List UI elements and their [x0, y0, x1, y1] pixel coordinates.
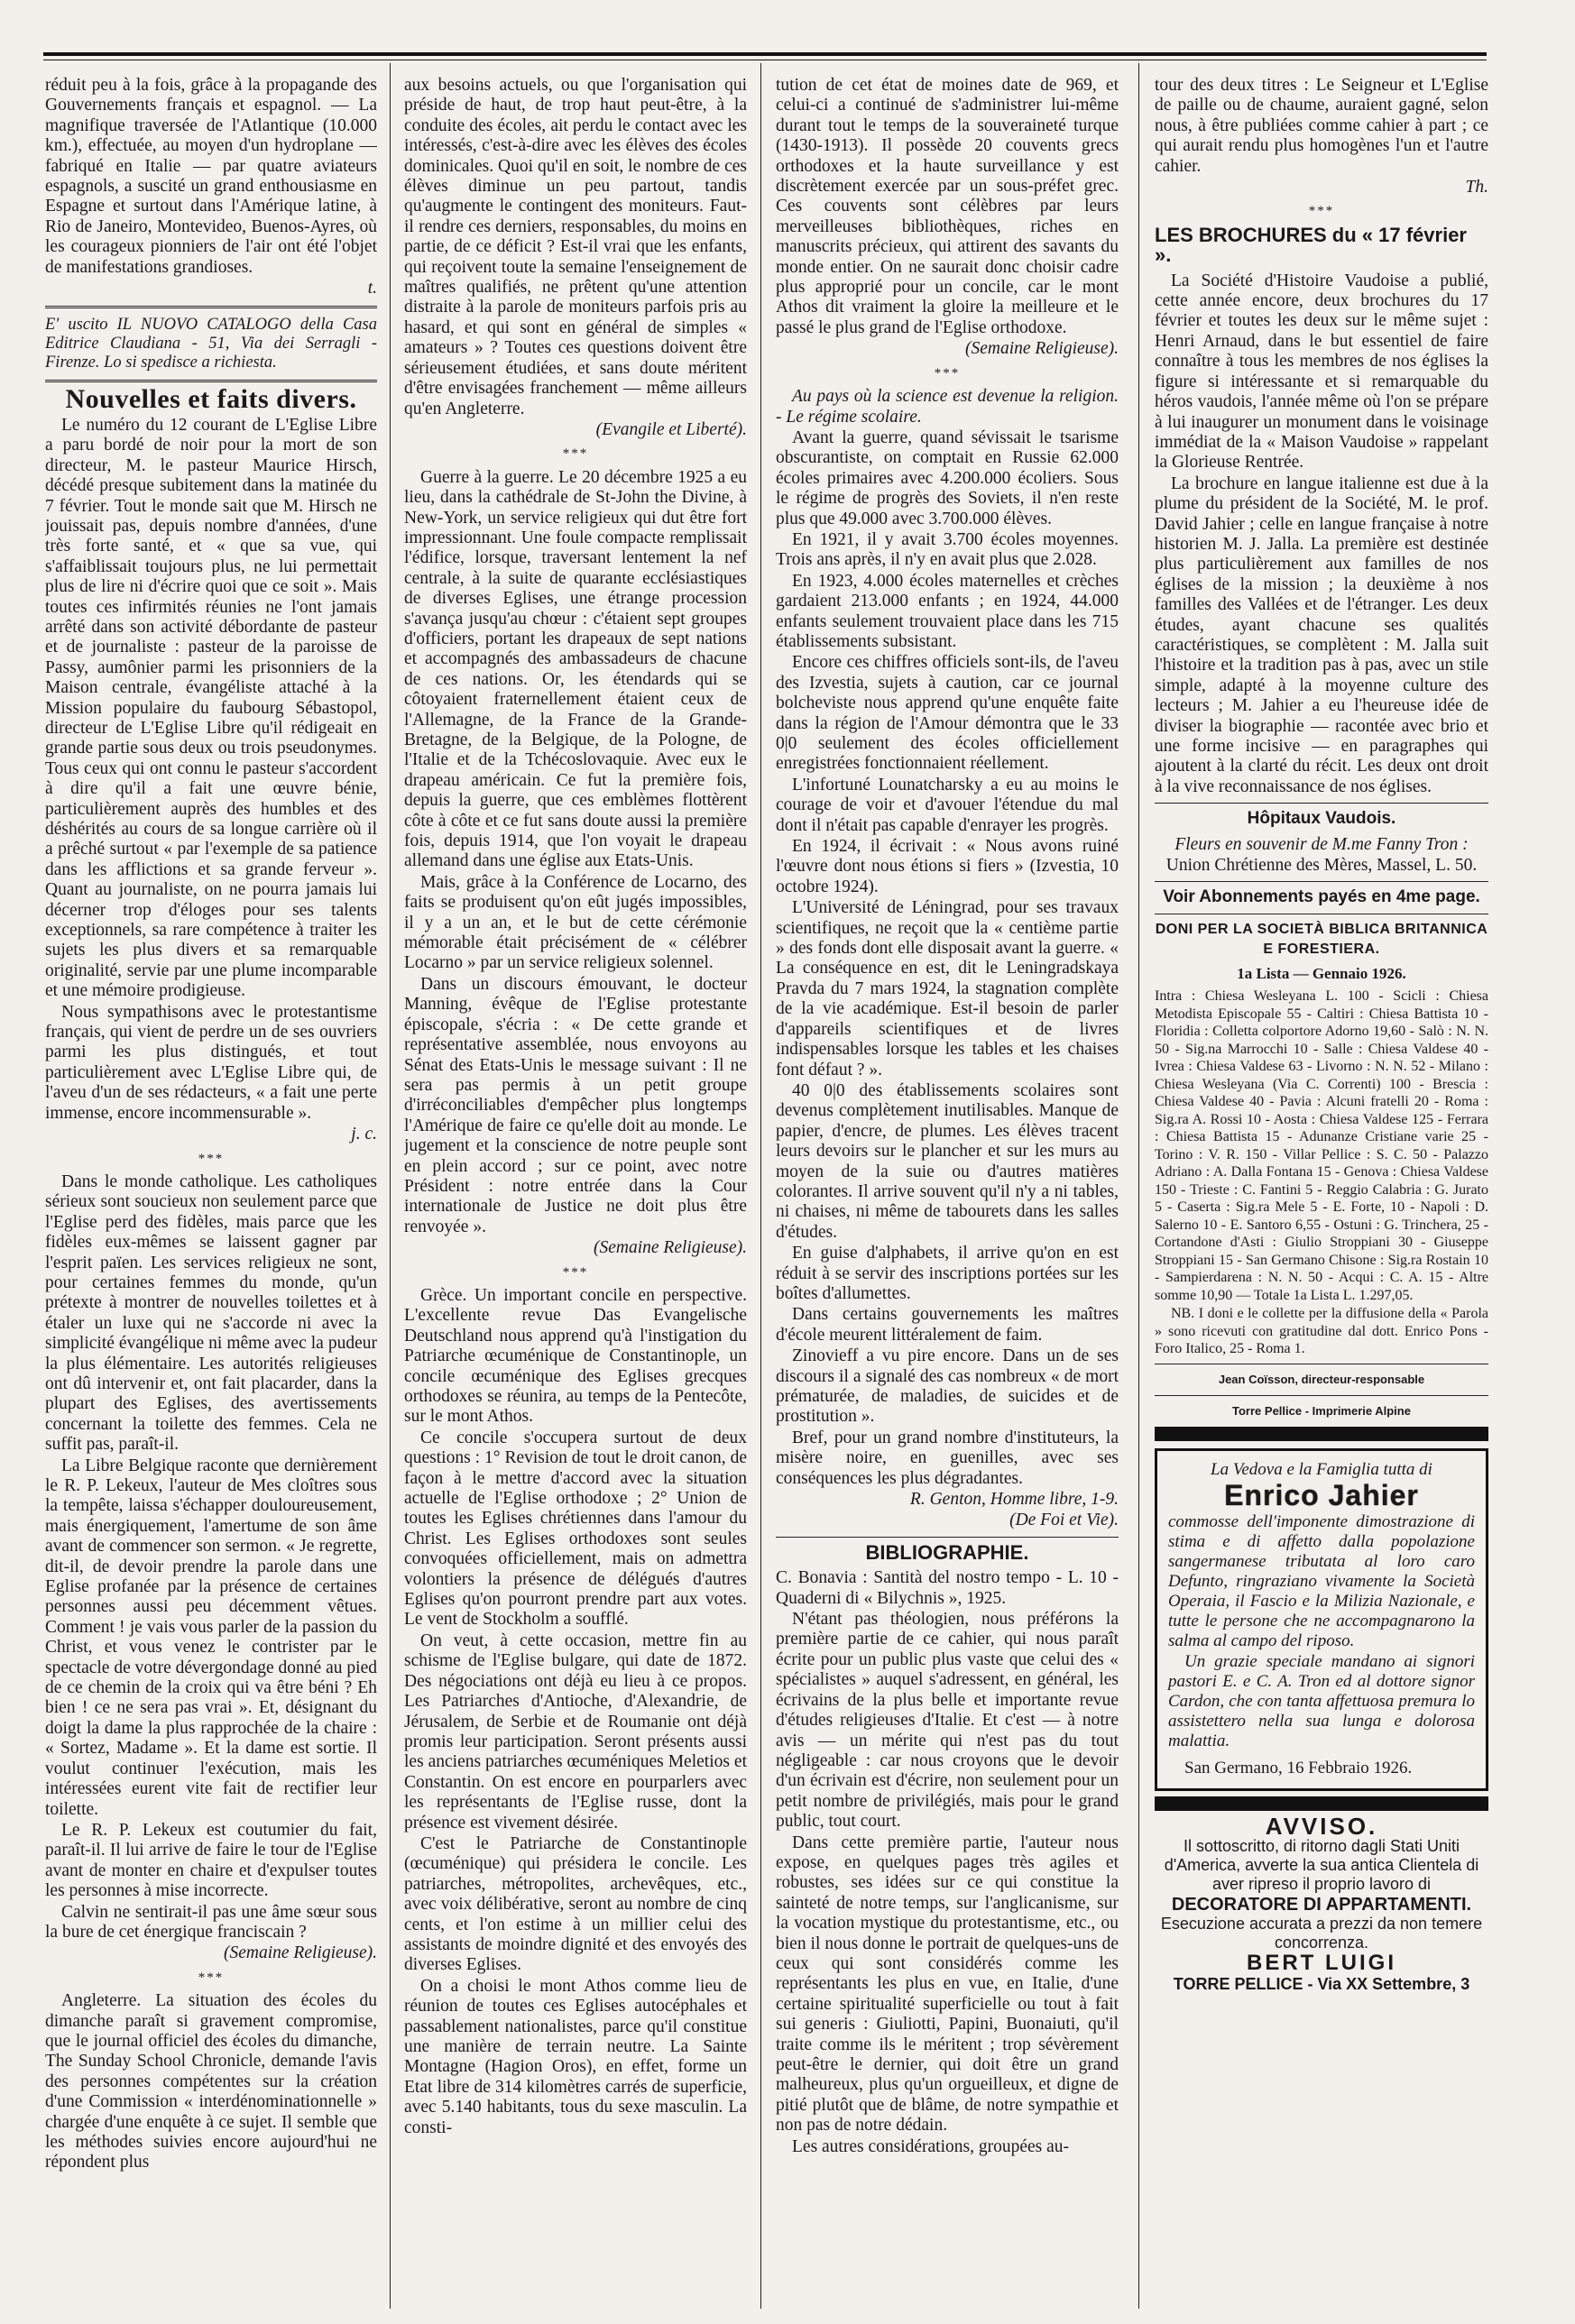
article-paragraph: Dans cette première partie, l'auteur nous expose, en quelques pages très agiles et robustes, ses idées sur ce qui constitue la sainteté de notre temps, sur l'anglicanisme, sur la vocation mystique du protestantisme, etc., ou bien il nous donne le portrait de quelques-uns de ceux qui sont considérés comme les représentants les plus en vue, en Italie, d'une certaine spiritualité superficielle ou tout à fait sui generis : Giuliotti, Papini, Buonaiuti, qu'il traite comme ils le méritent ; trop sévèrement peut-être le dernier, qui doit être un grand malheureux, plus qu'un orgueilleux, et digne de pitié plutôt que de blâme, de notre sympathie et non pas de notre dédain.	[776, 1833, 1119, 2136]
source-citation: (De Foi et Vie).	[1009, 1511, 1119, 1530]
article-paragraph: Nous sympathisons avec le protestantisme français, qui vient de perdre un de ses ouvriers parmi les plus distingués, et tout particulièrement avec L'Eglise Libre qui, de l'aveu d'un de ses rédacteurs, « a fait une perte immense, encore incommensurable ».	[45, 1002, 377, 1123]
divider	[1155, 881, 1488, 882]
column-rule	[760, 63, 761, 2309]
article-paragraph: Mais, grâce à la Conférence de Locarno, des faits se produisent qu'on eût jugés impossibles, il y a un an, et le but de cette cérémonie mémorable était précisément de « célébrer Locarno » par un service religieux solennel.	[404, 872, 747, 973]
funeral-text: Un grazie speciale mandano ai signori pastori E. e C. A. Tron ed al dottore signor Cardon, che con tanta affettuosa premura lo assistettero nella sua lunga e dolorosa malattia.	[1168, 1652, 1475, 1751]
column-rule	[390, 63, 391, 2309]
source-citation: (Evangile et Liberté).	[595, 419, 747, 439]
section-heading: LES BROCHURES du « 17 février ».	[1155, 223, 1467, 267]
article-paragraph: Angleterre. La situation des écoles du dimanche paraît si gravement compromise, que le journal officiel des écoles du dimanche, The Sunday School Chronicle, demande l'avis des personnes compétentes sur la création d'une Commission « interdénominationnelle » chargée d'une enquête à ce sujet. Il semble que les méthodes suivies encore aujourd'hui ne répondent plus	[45, 1991, 377, 2172]
donations-note: NB. I doni e le collette per la diffusione della « Parola » sono ricevuti con gratitudine dal dott. Enrico Pons - Foro Italico, 25 - Roma 1.	[1155, 1306, 1488, 1357]
catalog-notice: E' uscito IL NUOVO CATALOGO della Casa Editrice Claudiana - 51, Via dei Serragli - Firenze. Lo si spedisce a richiesta.	[45, 316, 377, 372]
divider	[776, 1537, 1119, 1538]
article-paragraph: Avant la guerre, quand sévissait le tsarisme obscurantiste, on comptait en Russie 62.000 écoles primaires avec 4.200.000 écoliers. Sous le régime de progrès des Soviets, il n'en reste plus que 49.000 avec 3.700.000 élèves.	[776, 427, 1119, 528]
divider	[45, 306, 377, 308]
source-citation: R. Genton, Homme libre, 1-9.	[909, 1490, 1119, 1510]
funeral-text: commosse dell'imponente dimostrazione di stima e di affetto dalla popolazione sangermanese tributata al loro caro Defunto, ringraziano vivamente la Società Operaia, il Fascio e la Milizia Nazionale, e tutte le persone che ne accompagnarono la salma al campo del riposo.	[1168, 1512, 1475, 1651]
article-paragraph: L'Université de Léningrad, pour ses travaux scientifiques, ne reçoit que la « centième partie » des fonds dont elle disposait avant la guerre. « La conséquence en est, dit le Leningradskaya Pravda du 7 mars 1924, la stagnation complète de la vie académique. Est-il besoin de parler d'appareils scientifiques et de livres indispensables lorsque les tables et les chaises font défaut ? ».	[776, 898, 1119, 1079]
separator-stars: ***	[1308, 204, 1335, 219]
source-citation: (Semaine Religieuse).	[964, 339, 1119, 359]
black-band	[1155, 1796, 1488, 1811]
article-paragraph: Guerre à la guerre. Le 20 décembre 1925 a eu lieu, dans la cathédrale de St-John the Divine, à New-York, un service religieux qui dut être fort impressionnant. Une foule compacte remplissait l'édifice, lorsque, traversant lentement la nef centrale, à la suite de quarante ecclésiastiques de diverses Eglises, une étrange procession s'avança jusqu'au chœur : c'étaient sept groupes d'officiers, portant les drapeaux de sept nations et accompagnés des ambassadeurs de chacune de ces nations. Or, les étendards qui se côtoyaient fraternellement étaient ceux de l'Allemagne, de la France de la Grande-Bretagne, de la Belgique, de la Pologne, de l'Italie et de la Tchécoslovaquie. Avec eux le drapeau américain. Ce fut la première fois, depuis la guerre, que ces emblèmes flottèrent côte à côte et ce fut sans doute aussi la première fois, depuis 1914, que l'on voyait le drapeau allemand dans une église aux Etats-Unis.	[404, 467, 747, 871]
separator-stars: ***	[198, 1151, 225, 1166]
advertisement	[1155, 1813, 1488, 1994]
advertiser-address: TORRE PELLICE - Via XX Settembre, 3	[1173, 1974, 1470, 1993]
donations-list: Intra : Chiesa Wesleyana L. 100 - Scicli : Chiesa Metodista Episcopale 55 - Caltiri : Chiesa Battista 10 - Floridia : Colletta colportore Adorno 19,60 - Salò : N. N. 50 - Sig.na Marrocchi 10 - Salle : Chiesa Valdese 40 - Ivrea : Chiesa Valdese 63 - Livorno : N. N. 52 - Milano : Chiesa Wesleyana (Via C. Correnti) 100 - Brescia : Chiesa Valdese 40 - Pavia : Alcuni fratelli 20 - Roma : Sig.ra A. Rossi 10 - Aosta : Chiesa Valdese 125 - Ferrara : Chiesa Battista 15 - Adunanze Cristiane varie 25 - Torino : V. R. 150 - Villar Pellice : S. C. 50 - Palazzo Adriano : A. Dalla Fontana 15 - Genova : Chiesa Valdese 150 - Trieste : C. Fantini 5 - Reggio Calabria : G. Jurato 5 - Caserta : Sig.ra Mele 5 - E. Forte, 10 - Napoli : D. Salerno 10 - E. Santoro 6,55 - Ostuni : G. Trinchera, 25 - Cortandone d'Asti : Giulio Stroppiani 30 - Giuseppe Stroppiani 15 - San Germano Chisone : Sig.ra Rostain 10 - Sampierdarena : N. N. 50 - Acqui : C. A. 15 - Altre somme 10,90 — Totale 1a Lista L. 1.297,05.	[1155, 988, 1488, 1303]
article-paragraph: Dans un discours émouvant, le docteur Manning, évêque de l'Eglise protestante épiscopale, s'écria : « De cette grande et représentative assemblée, nous envoyons au Sénat des Etats-Unis le message suivant : Il ne sera pas permis à un petit groupe d'irréconciliables d'empêcher plus longtemps l'Amérique de faire ce qu'elle doit au monde. Le jugement et la conscience de notre peuple sont en plein accord ; sur ce point, avec notre Président : notre entrée dans la Cour internationale de Justice ne doit plus être renvoyée ».	[404, 974, 747, 1236]
article-paragraph: Zinovieff a vu pire encore. Dans un de ses discours il a signalé des cas nombreux « de mort prématurée, de maladies, de suicides et de prostitution ».	[776, 1346, 1119, 1427]
column-2	[404, 76, 747, 2303]
article-paragraph: C'est le Patriarche de Constantinople (œcuménique) qui présidera le concile. Les patriarches, métropolites, archevêques, etc., avec voix délibérative, seront au nombre de cinq cents, et l'on estime à un millier celui des assistants de moindre dignité et des envoyés des diverses Eglises.	[404, 1833, 747, 1975]
column-rule	[1138, 63, 1139, 2309]
header-rule-thick	[43, 52, 1487, 56]
advertisement-text: Il sottoscritto, di ritorno dagli Stati Uniti d'America, avverte la sua antica Clientela di aver ripreso il proprio lavoro di	[1164, 1836, 1479, 1893]
signature: Th.	[1465, 178, 1488, 197]
subscriptions-notice: Voir Abonnements payés en 4me page.	[1163, 887, 1480, 907]
hospital-note: Union Chrétienne des Mères, Massel, L. 50.	[1165, 856, 1478, 876]
separator-stars: ***	[562, 446, 589, 462]
article-paragraph: Le R. P. Lekeux est coutumier du fait, paraît-il. Il lui arrive de faire le tour de l'Eglise avant de monter en chaire et d'expulser toutes les personnes à mise incorrecte.	[45, 1820, 377, 1901]
article-paragraph: En guise d'alphabets, il arrive qu'on en est réduit à se servir des inscriptions portées sur les boîtes d'allumettes.	[776, 1244, 1119, 1303]
column-3	[776, 76, 1119, 2303]
article-paragraph: Dans certains gouvernements les maîtres d'école meurent littéralement de faim.	[776, 1305, 1119, 1345]
hospital-note: Fleurs en souvenir de M.me Fanny Tron :	[1174, 834, 1469, 854]
funeral-intro: La Vedova e la Famiglia tutta di	[1211, 1460, 1432, 1480]
article-paragraph: En 1921, il y avait 3.700 écoles moyennes. Trois ans après, il n'y en avait plus que 2.028.	[776, 529, 1119, 570]
article-paragraph: 40 0|0 des établissements scolaires sont devenus complètement inutilisables. Manque de papier, d'encre, de plumes. Les élèves tracent leurs devoirs sur le plancher et sur les murs au moyen de la suie ou d'autres matières colorantes. Il arrive souvent qu'il n'y a ni tables, ni chaises, ni même de tabourets dans les salles d'études.	[776, 1080, 1119, 1242]
article-paragraph: La Société d'Histoire Vaudoise a publié, cette année encore, deux brochures du 17 février et toutes les deux sur le même sujet : Henri Arnaud, dans le but essentiel de faire connaître à tous les membres de nos églises la figure si intéressante et si remarquable du héros vaudois, l'année même où l'on se prépare à lui inaugurer un monument dans le voisinage immédiat de la « Maison Vaudoise » rappelant la Glorieuse Rentrée.	[1155, 271, 1488, 473]
article-paragraph: Encore ces chiffres officiels sont-ils, de l'aveu des Izvestia, sujets à caution, car ce journal bolcheviste nous apprend qu'une enquête faite dans la région de l'Amour démontra que le 33 0|0 seulement des écoles officiellement enregistrées fonctionnaient réellement.	[776, 653, 1119, 774]
article-paragraph: Calvin ne sentirait-il pas une âme sœur sous la bure de cet énergique franciscain ?	[45, 1902, 377, 1942]
article-paragraph: La brochure en langue italienne est due à la plume du président de la Société, M. le prof. David Jahier ; celle en langue française à notre historien M. J. Jalla. La première est destinée plus particulièrement aux familles de nos églises de la mission ; la deuxième à nos familles des Vallées et de l'étranger. Les deux études, ayant chacune ses qualités caractéristiques, se complètent : M. Jalla suit l'histoire et la tradition pas à pas, avec un stile simple, adapté à la moyenne culture des lecteurs ; M. Jahier a eu l'heureuse idée de diviser la biographie — racontée avec brio et une forme incisive — en paragraphes qui ajoutent à la clarté du récit. Les deux ont droit à la vive reconnaissance de nos églises.	[1155, 473, 1488, 796]
column-1	[45, 76, 377, 2303]
black-band	[1155, 1427, 1488, 1441]
column-4	[1155, 76, 1488, 2303]
article-paragraph: réduit peu à la fois, grâce à la propagande des Gouvernements français et espagnol. — La magnifique traversée de l'Atlantique (10.000 km.), effectuée, au moyen d'un hydroplane — fabriqué en Italie — par quatre aviateurs espagnols, a suscité un grand enthousiasme en Espagne et surtout dans l'Amérique latine, à Rio de Janeiro, Montevideo, Buenos-Ayres, où les courageux pionniers de l'air ont été l'objet de manifestations grandioses.	[45, 76, 377, 277]
divider	[45, 380, 377, 382]
section-heading: Nouvelles et faits divers.	[65, 384, 357, 415]
source-citation: (Semaine Religieuse).	[223, 1943, 377, 1963]
article-paragraph: Bref, pour un grand nombre d'instituteurs, la misère noire, en guenilles, avec ses conséquences les plus dégradantes.	[776, 1428, 1119, 1488]
book-reference: C. Bonavia : Santità del nostro tempo - L. 10 - Quaderni di « Bilychnis », 1925.	[776, 1568, 1119, 1608]
separator-stars: ***	[198, 1970, 225, 1985]
deceased-name: Enrico Jahier	[1224, 1479, 1419, 1512]
advertiser-name: BERT LUIGI	[1247, 1951, 1396, 1976]
funeral-notice	[1155, 1448, 1488, 1791]
signature: t.	[367, 279, 377, 299]
article-paragraph: En 1924, il écrivait : « Nous avons ruiné l'œuvre dont nous étions si fiers » (Izvestia, 10 octobre 1924).	[776, 837, 1119, 896]
article-subheading: Au pays où la science est devenue la religion. - Le régime scolaire.	[776, 387, 1119, 427]
separator-stars: ***	[562, 1264, 589, 1280]
article-paragraph: On a choisi le mont Athos comme lieu de réunion de toutes ces Eglises autocéphales et passablement nationalistes, parce qu'il constitue une manière de terrain neutre. La Sainte Montagne (Hagion Oros), en effet, forme un Etat libre de 314 kilomètres carrés de superficie, avec 5.140 habitants, tous du sexe masculin. La consti-	[404, 1976, 747, 2137]
separator-stars: ***	[934, 365, 961, 381]
donations-heading: DONI PER LA SOCIETÀ BIBLICA BRITANNICA E FORESTIERA.	[1155, 921, 1488, 958]
article-paragraph: La Libre Belgique raconte que dernièrement le R. P. Lekeux, l'auteur de Mes cloîtres sous la tempête, laissa s'échapper douloureusement, mais énergiquement, l'amertume de son âme avant de commencer son sermon. « Je regrette, dit-il, de devoir prendre la parole dans une Eglise profanée par la présence de certaines personnes aussi peu décemment vêtues. Comment ! je vais vous parler de la passion du Christ, et vous venez le contrister par le spectacle de votre dévergondage donné au pied de ce chemin de la croix qui va être béni ? Eh bien ! ce ne sera pas vrai ». Et, désignant du doigt la dame la plus rapprochée de la chaire : « Sortez, Madame ». Et la dame est sortie. Il voulut continuer l'exécution, mais les intéressées eurent vite fait de rectifier leur toilette.	[45, 1456, 377, 1819]
article-paragraph: L'infortuné Lounatcharsky a eu au moins le courage de voir et d'avouer l'étendue du mal dont il n'était pas capable d'enrayer les progrès.	[776, 775, 1119, 835]
article-paragraph: On veut, à cette occasion, mettre fin au schisme de l'Eglise bulgare, qui date de 1872. Des négociations ont déjà eu lieu à ce propos. Les Patriarches d'Antioche, d'Alexandrie, de Jérusalem, de Serbie et de Roumanie ont déjà promis leur participation. Seront présents aussi les anciens patriarches œcuméniques Meletios et Constantin. On est encore en pourparlers avec les représentants de l'Eglise russe, dont la présence est vivement désirée.	[404, 1630, 747, 1833]
divider	[1155, 803, 1488, 804]
source-citation: (Semaine Religieuse).	[593, 1238, 747, 1258]
article-paragraph: Le numéro du 12 courant de L'Eglise Libre a paru bordé de noir pour la mort de son directeur, M. le pasteur Maurice Hirsch, décédé presque subitement dans la matinée du 7 février. Tout le monde sait que M. Hirsch ne jouissait pas, depuis nombre d'années, d'une très forte santé, et « que sa vue, qui s'affaiblissait toujours plus, ne lui permettait plus de lire ni d'écrire quoi que ce soit ». Mais toutes ces infirmités réunies ne l'ont jamais arrêté dans son activité débordante de pasteur et de journaliste : pasteur de la paroisse de Passy, aumônier parmi les prisonniers de la Maison centrale, évangéliste attaché à la Mission populaire du faubourg Sébastopol, directeur de L'Eglise Libre qu'il rédigeait en grande partie sous deux ou trois pseudonymes. Tous ceux qui ont connu le pasteur s'accordent à dire qu'il a fait une œuvre bénie, particulièrement auprès des humbles et des déshérités au cours de sa longue carrière où il a prêché surtout « par l'exemple de sa patience dans les afflictions et sa grande ferveur ». Quant au journaliste, on ne pourra jamais lui décerner trop d'éloges pour ses talents exceptionnels, sa rare compétence à traiter les sujets les plus divers et sa remarquable originalité, servie par une plume incomparable et une mémoire prodigieuse.	[45, 415, 377, 1001]
article-paragraph: En 1923, 4.000 écoles maternelles et crèches gardaient 213.000 enfants ; en 1924, 44.000 enfants seulement trouvaient place dans les 715 établissements subsistant.	[776, 571, 1119, 651]
article-paragraph: tution de cet état de moines date de 969, et celui-ci a continué de s'administrer lui-même durant tout le temps de la souveraineté turque (1430-1913). Il possède 20 couvents grecs orthodoxes et la haute surveillance y est discrètement exercée par un sous-préfet grec. Ces couvents sont célèbres par leurs merveilleuses bibliothèques, riches en manuscrits précieux, qui attirent des savants du monde entier. On ne saurait donc choisir cadre plus approprié pour un concile, car le mont Athos dit vraiment la gloire la meilleure et le passé le plus grand de l'Eglise orthodoxe.	[776, 76, 1119, 337]
donations-subheading: 1a Lista — Gennaio 1926.	[1237, 964, 1406, 982]
printer-line: Torre Pellice - Imprimerie Alpine	[1232, 1403, 1411, 1418]
article-paragraph: Les autres considérations, groupées au-	[792, 2136, 1070, 2156]
article-paragraph: aux besoins actuels, ou que l'organisation qui préside de haut, de trop haut peut-être, à la conduite des écoles, ait perdu le contact avec les intéressés, c'est-à-dire avec les élèves des écoles dominicales. Quoi qu'il en soit, le nombre de ces élèves diminue un peu partout, tandis qu'augmente le contingent des moniteurs. Faut-il rendre ces derniers, responsables, du moins en partie, de ce déficit ? Est-il vrai que les enfants, qui reçoivent toute la semaine l'enseignement de maîtres qualifiés, ne prêtent qu'une attention distraite à la parole de moniteurs parfois pris au hasard, et qui sont en général de simples « amateurs » ? Toutes ces questions doivent être sérieusement étudiées, et sans doute méritent d'être envisagées franchement — même ailleurs qu'en Angleterre.	[404, 76, 747, 418]
director-line: Jean Coïsson, directeur-responsable	[1218, 1372, 1425, 1386]
funeral-date: San Germano, 16 Febbraio 1926.	[1184, 1759, 1413, 1778]
article-paragraph: tour des deux titres : Le Seigneur et L'Eglise de paille ou de chaume, auraient gagné, selon nous, à être publiées comme cahier à part ; ce qui aurait rendu plus homogènes l'un et l'autre cahier.	[1155, 76, 1488, 176]
signature: j. c.	[351, 1125, 377, 1144]
article-paragraph: Grèce. Un important concile en perspective. L'excellente revue Das Evangelische Deutschland nous apprend qu'à l'instigation du Patriarche œcuménique de Constantinople, un concile œcuménique des Eglises grecques orthodoxes se réunira, au temps de la Pentecôte, sur le mont Athos.	[404, 1285, 747, 1427]
article-paragraph: Ce concile s'occupera surtout de deux questions : 1° Revision de tout le droit canon, de façon à le mettre d'accord avec la situation actuelle de l'Eglise orthodoxe ; 2° Union de toutes les Eglises chrétiennes dans l'amour du Christ. Les Eglises orthodoxes sont seules convoquées officiellement, mais on admettra volontiers la présence de délégués d'autres Eglises qu'on pourront prendre part aux votes. Le vent de Stockholm a soufflé.	[404, 1428, 747, 1630]
advertisement-trade: DECORATORE DI APPARTAMENTI.	[1171, 1894, 1472, 1915]
advertisement-title: AVVISO.	[1265, 1813, 1378, 1841]
article-paragraph: N'étant pas théologien, nous préférons la première partie de ce cahier, qui nous paraît écrite pour un public plus vaste que celui des « spécialistes » auquel s'adressent, en général, les écrivains de la plus belle et importante revue d'études religieuses d'Italie. Et c'est — à notre avis — un mérite qui n'est pas du tout négligeable : car nous croyons que le devoir d'un écrivain est d'écrire, non seulement pour un petit nombre de privilégiés, mais pour le grand public, tout court.	[776, 1610, 1119, 1832]
section-heading: Hôpitaux Vaudois.	[1247, 809, 1396, 829]
divider	[1155, 1395, 1488, 1396]
advertisement-text: Esecuzione accurata a prezzi da non temere concorrenza.	[1160, 1915, 1483, 1952]
article-paragraph: Dans le monde catholique. Les catholiques sérieux sont soucieux non seulement parce que l'Eglise perd des fidèles, mais parce que les fidèles eux-mêmes se laissent gagner par l'esprit païen. Les services religieux ne sont, pour certaines femmes du monde, qu'un prétexte à montrer de nouvelles toilettes et à étaler un luxe qui ne s'accorde ni avec la simplicité évangélique ni même avec la pudeur la plus élémentaire. Les autorités religieuses ont dû intervenir et, ont fait placarder, dans la plupart des Eglises, des avertissements concernant la toilette des femmes. Cela ne suffit pas, paraît-il.	[45, 1171, 377, 1455]
section-heading: BIBLIOGRAPHIE.	[865, 1540, 1029, 1564]
